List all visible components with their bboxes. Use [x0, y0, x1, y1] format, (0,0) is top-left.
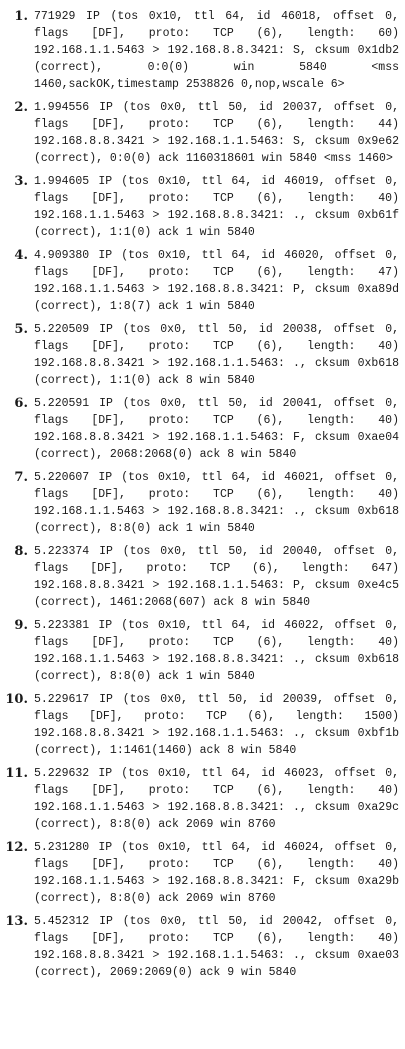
entry-number: 10.	[5, 692, 28, 707]
entry-number: 6.	[14, 396, 28, 411]
entry-text: 5.223374 IP (tos 0x0, ttl 50, id 20040, offset 0, flags [DF], proto: TCP (6), length: 647) 192.168.8.8.3421 > 192.168.1.1.5463: P, cksum 0xe4c5 (correct), 1461:2068(607) ack 8 win 5840	[34, 545, 399, 609]
entry-number: 3.	[14, 174, 28, 189]
entry-text: 5.452312 IP (tos 0x0, ttl 50, id 20042, offset 0, flags [DF], proto: TCP (6), length: 40) 192.168.8.8.3421 > 192.168.1.1.5463: ., cksum 0xae03 (correct), 2069:2069(0) ack 9 win 5840	[34, 915, 399, 979]
log-entry	[0, 321, 399, 389]
entry-text: 1.994605 IP (tos 0x10, ttl 64, id 46019, offset 0, flags [DF], proto: TCP (6), length: 40) 192.168.1.1.5463 > 192.168.8.8.3421: ., cksum 0xb61f (correct), 1:1(0) ack 1 win 5840	[34, 175, 399, 239]
log-entry	[0, 99, 399, 167]
entry-number: 9.	[14, 618, 28, 633]
entry-text: 5.220607 IP (tos 0x10, ttl 64, id 46021, offset 0, flags [DF], proto: TCP (6), length: 40) 192.168.1.1.5463 > 192.168.8.8.3421: ., cksum 0xb618 (correct), 8:8(0) ack 1 win 5840	[34, 471, 399, 535]
entry-number: 4.	[14, 248, 28, 263]
log-entry	[0, 8, 399, 93]
entry-number: 13.	[5, 914, 28, 929]
log-entry	[0, 839, 399, 907]
log-entry	[0, 543, 399, 611]
entry-text: 771929 IP (tos 0x10, ttl 64, id 46018, offset 0, flags [DF], proto: TCP (6), length: 60) 192.168.1.1.5463 > 192.168.8.8.3421: S, cksum 0x1db2 (correct), 0:0(0) win 5840 <mss 1460,sackOK,timestamp 2538826 0,nop,wscale 6>	[34, 10, 399, 91]
entry-number: 5.	[14, 322, 28, 337]
entry-text: 5.223381 IP (tos 0x10, ttl 64, id 46022, offset 0, flags [DF], proto: TCP (6), length: 40) 192.168.1.1.5463 > 192.168.8.8.3421: ., cksum 0xb618 (correct), 8:8(0) ack 1 win 5840	[34, 619, 399, 683]
entry-number: 8.	[14, 544, 28, 559]
entry-text: 5.220591 IP (tos 0x0, ttl 50, id 20041, offset 0, flags [DF], proto: TCP (6), length: 40) 192.168.8.8.3421 > 192.168.1.1.5463: F, cksum 0xae04 (correct), 2068:2068(0) ack 8 win 5840	[34, 397, 399, 461]
entry-number: 11.	[5, 766, 28, 781]
log-entry	[0, 247, 399, 315]
entry-number: 12.	[5, 840, 28, 855]
entry-number: 2.	[14, 100, 28, 115]
entry-number: 7.	[14, 470, 28, 485]
entry-text: 5.229632 IP (tos 0x10, ttl 64, id 46023, offset 0, flags [DF], proto: TCP (6), length: 40) 192.168.1.1.5463 > 192.168.8.8.3421: ., cksum 0xa29c (correct), 8:8(0) ack 2069 win 8760	[34, 767, 399, 831]
entry-number: 1.	[14, 9, 28, 24]
entry-text: 5.231280 IP (tos 0x10, ttl 64, id 46024, offset 0, flags [DF], proto: TCP (6), length: 40) 192.168.1.1.5463 > 192.168.8.8.3421: F, cksum 0xa29b (correct), 8:8(0) ack 2069 win 8760	[34, 841, 399, 905]
entry-text: 4.909380 IP (tos 0x10, ttl 64, id 46020, offset 0, flags [DF], proto: TCP (6), length: 47) 192.168.1.1.5463 > 192.168.8.8.3421: P, cksum 0xa89d (correct), 1:8(7) ack 1 win 5840	[34, 249, 399, 313]
log-entry	[0, 617, 399, 685]
log-entry	[0, 765, 399, 833]
entry-text: 1.994556 IP (tos 0x0, ttl 50, id 20037, offset 0, flags [DF], proto: TCP (6), length: 44) 192.168.8.8.3421 > 192.168.1.1.5463: S, cksum 0x9e62 (correct), 0:0(0) ack 1160318601 win 5840 <mss 1460>	[34, 101, 399, 165]
log-entry	[0, 395, 399, 463]
log-entry	[0, 469, 399, 537]
log-entry	[0, 173, 399, 241]
entry-text: 5.220509 IP (tos 0x0, ttl 50, id 20038, offset 0, flags [DF], proto: TCP (6), length: 40) 192.168.8.8.3421 > 192.168.1.1.5463: ., cksum 0xb618 (correct), 1:1(0) ack 8 win 5840	[34, 323, 399, 387]
entry-text: 5.229617 IP (tos 0x0, ttl 50, id 20039, offset 0, flags [DF], proto: TCP (6), length: 1500) 192.168.8.8.3421 > 192.168.1.1.5463: ., cksum 0xbf1b (correct), 1:1461(1460) ack 8 win 5840	[34, 693, 399, 757]
log-entry	[0, 691, 399, 759]
log-entry	[0, 913, 399, 981]
